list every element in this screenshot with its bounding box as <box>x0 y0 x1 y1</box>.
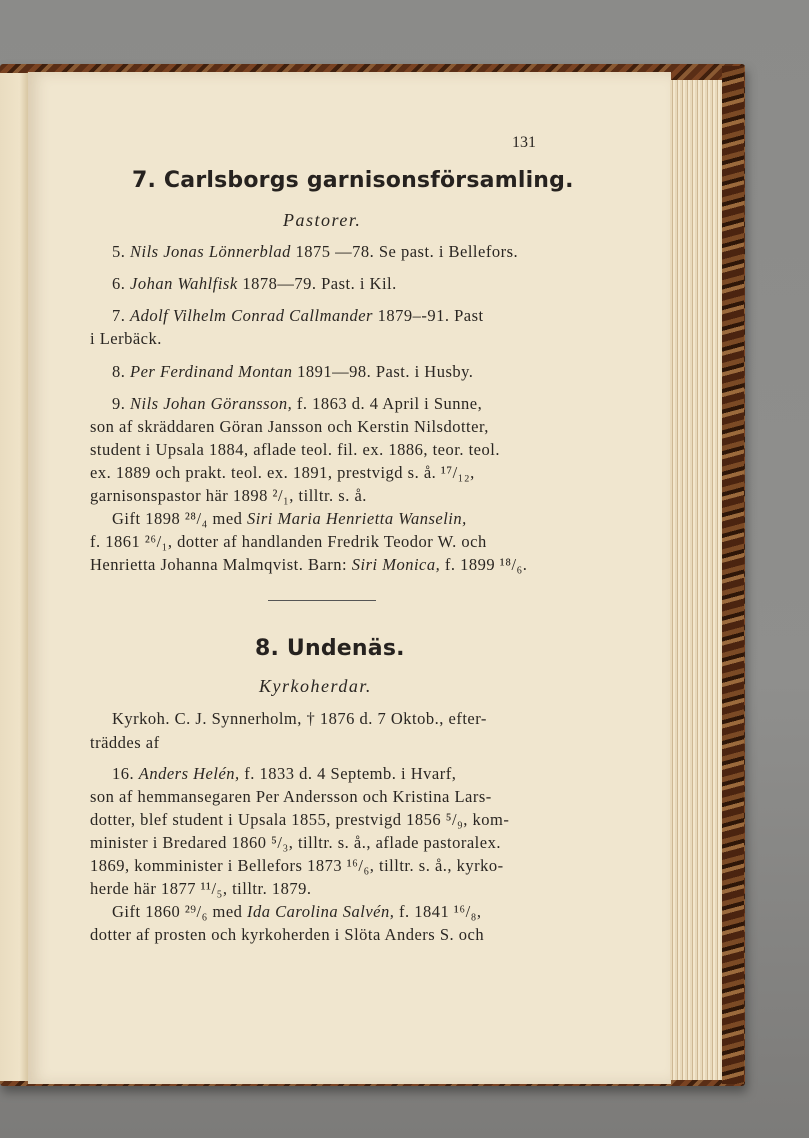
spouse-name: Ida Carolina Salvén, <box>247 902 395 921</box>
entry-name: Nils Johan Göransson, <box>130 394 293 413</box>
entry-text: 1879–-91. Past <box>372 306 484 325</box>
marriage-text: Gift 1898 ²⁸/₄ med <box>112 509 248 528</box>
children-text: Henrietta Johanna Malmqvist. Barn: <box>90 555 352 574</box>
section-divider <box>268 600 376 601</box>
entry-9-marriage-line: f. 1861 ²⁶/₁, dotter af handlanden Fredrik Teodor W. och <box>90 532 487 551</box>
section-8-intro: Kyrkoh. C. J. Synnerholm, † 1876 d. 7 Oktob., efter- <box>112 709 487 728</box>
section-8-title: 8. Undenäs. <box>255 636 405 661</box>
entry-number: 8. <box>112 362 126 381</box>
entry-16-line: minister i Bredared 1860 ⁵/₃, tilltr. s. å., aflade pastoralex. <box>90 833 501 852</box>
entry-9 <box>112 394 482 414</box>
section-8-intro-line-2: träddes af <box>90 733 160 752</box>
entry-number: 9. <box>112 394 126 413</box>
entry-number: 7. <box>112 306 126 325</box>
entry-9-line: garnisonspastor här 1898 ²/₁, tilltr. s. å. <box>90 486 367 505</box>
entry-9-line: ex. 1889 och prakt. teol. ex. 1891, prestvigd s. å. ¹⁷/₁₂, <box>90 463 475 482</box>
entry-9-line: son af skräddaren Göran Jansson och Kerstin Nilsdotter, <box>90 417 489 436</box>
children-text: f. 1899 ¹⁸/₆. <box>440 555 528 574</box>
entry-text: 1891—98. Past. i Husby. <box>292 362 474 381</box>
page-number: 131 <box>512 134 536 151</box>
entry-text: 1875 —78. Se past. i Bellefors. <box>290 242 519 261</box>
entry-name: Johan Wahlfisk <box>130 274 238 293</box>
entry-9-line: student i Upsala 1884, aflade teol. fil. ex. 1886, teor. teol. <box>90 440 500 459</box>
child-name: Siri Monica, <box>351 555 441 574</box>
entry-9-marriage <box>112 509 467 529</box>
entry-16-marriage <box>112 902 482 922</box>
entry-name: Nils Jonas Lönnerblad <box>130 242 291 261</box>
entry-name: Adolf Vilhelm Conrad Callmander <box>130 306 373 325</box>
section-8-subheading: Kyrkoherdar. <box>259 676 372 696</box>
entry-8 <box>112 362 473 382</box>
entry-16-line: son af hemmansegaren Per Andersson och Kristina Lars- <box>90 787 492 806</box>
entry-5 <box>112 242 518 262</box>
entry-number: 6. <box>112 274 126 293</box>
entry-text: f. 1833 d. 4 Septemb. i Hvarf, <box>239 764 457 783</box>
entry-number: 16. <box>112 764 135 783</box>
entry-16-line: herde här 1877 ¹¹/₅, tilltr. 1879. <box>90 879 312 898</box>
entry-name: Per Ferdinand Montan <box>130 362 293 381</box>
entry-name: Anders Helén, <box>138 764 240 783</box>
entry-text: 1878—79. Past. i Kil. <box>237 274 397 293</box>
entry-16-marriage-line: dotter af prosten och kyrkoherden i Slöta Anders S. och <box>90 925 485 944</box>
entry-7 <box>112 306 484 326</box>
entry-9-children <box>90 555 527 575</box>
marriage-text: f. 1841 ¹⁶/₈, <box>394 902 482 921</box>
entry-16-line: dotter, blef student i Upsala 1855, prestvigd 1856 ⁵/₉, kom- <box>90 810 510 829</box>
entry-7-line-2: i Lerbäck. <box>90 329 162 348</box>
page-stack-edge <box>670 80 722 1080</box>
marriage-text: Gift 1860 ²⁹/₆ med <box>112 902 248 921</box>
section-7-title: 7. Carlsborgs garnisonsförsamling. <box>132 168 574 193</box>
spouse-name: Siri Maria Henrietta Wanselin, <box>247 509 467 528</box>
entry-16 <box>112 764 456 784</box>
entry-number: 5. <box>112 242 126 261</box>
entry-6 <box>112 274 397 294</box>
section-7-subheading: Pastorer. <box>283 210 362 230</box>
left-page-edge <box>0 73 28 1081</box>
cover-edge-right <box>722 66 744 1084</box>
entry-16-line: 1869, komminister i Bellefors 1873 ¹⁶/₆, tilltr. s. å., kyrko- <box>90 856 504 875</box>
entry-text: f. 1863 d. 4 April i Sunne, <box>292 394 483 413</box>
